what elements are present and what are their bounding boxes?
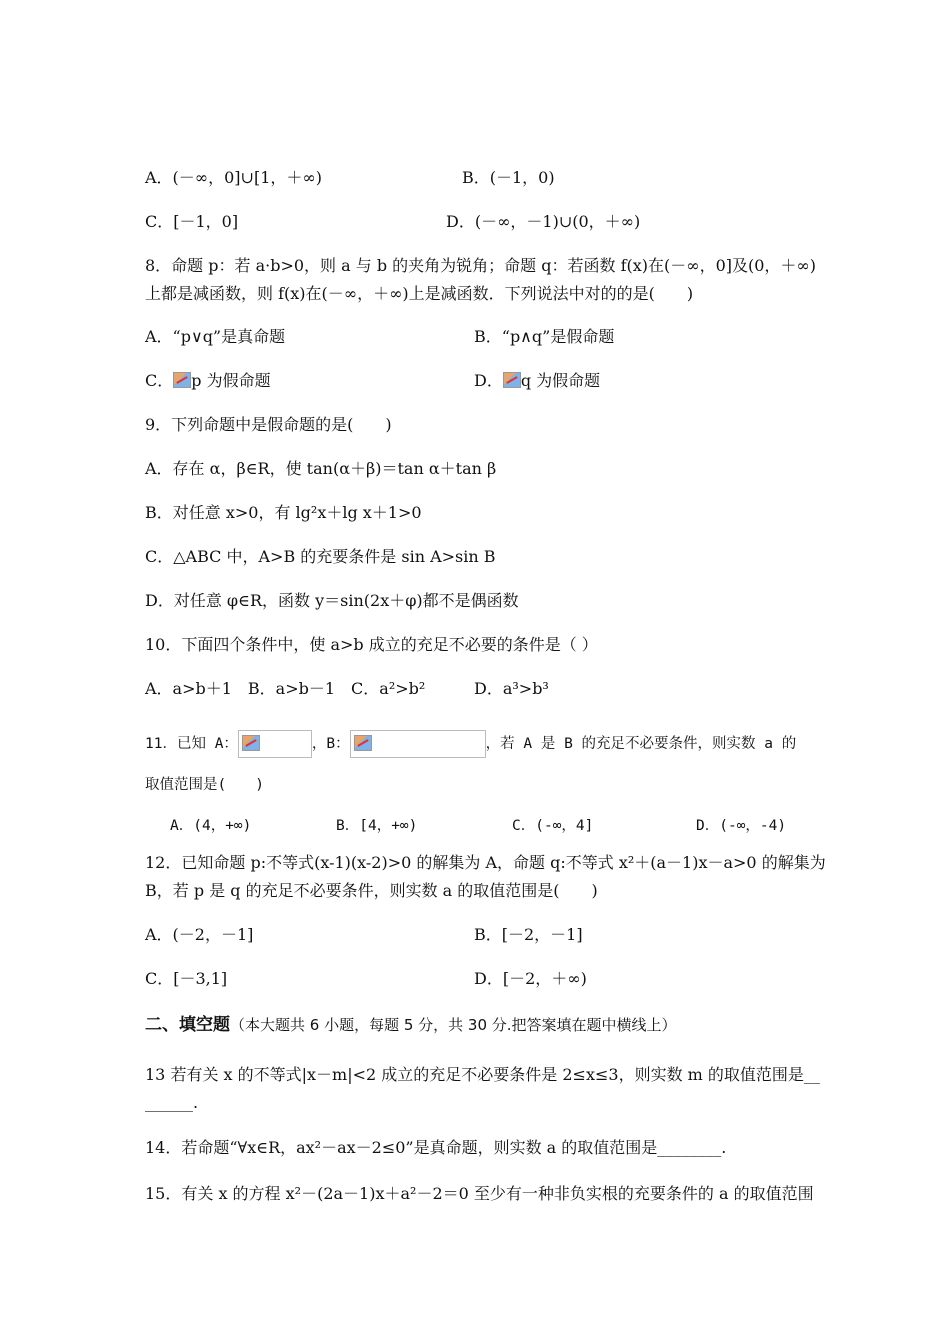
- q10-options-abc: A．a>b＋1 B．a>b－1 C．a²>b²: [145, 679, 426, 698]
- q7-option-b: B．(－1，0): [462, 168, 555, 187]
- q11-suffix: ，若 A 是 B 的充足不必要条件，则实数 a 的: [485, 736, 797, 752]
- q8-option-c-text: p 为假命题: [191, 371, 271, 390]
- q12-stem-line2: B，若 p 是 q 的充足不必要条件，则实数 a 的取值范围是( ): [145, 881, 598, 900]
- q7-option-c: C．[－1，0]: [145, 212, 239, 231]
- broken-image-icon: [354, 735, 372, 751]
- q7-option-d: D．(－∞，－1)∪(0，＋∞): [446, 212, 641, 231]
- q14-stem: 14．若命题“∀x∈R，ax²－ax－2≤0”是真命题，则实数 a 的取值范围是________.: [145, 1138, 727, 1157]
- q12-option-d: D．[－2，＋∞): [474, 969, 587, 988]
- q9-option-b: B．对任意 x>0，有 lg²x＋lg x＋1>0: [145, 503, 422, 522]
- broken-image-icon: [242, 735, 260, 751]
- q11-mid: ，B：: [311, 736, 350, 752]
- q13-stem-line2: ______.: [145, 1093, 199, 1112]
- q8-option-d-prefix: D．: [474, 371, 503, 390]
- q7-option-a: A．(－∞，0]∪[1，＋∞): [145, 168, 322, 187]
- q13-stem-line1: 13 若有关 x 的不等式|x－m|<2 成立的充足不必要条件是 2≤x≤3，则实数 m 的取值范围是__: [145, 1065, 820, 1084]
- q9-option-a: A．存在 α，β∈R，使 tan(α＋β)＝tan α＋tan β: [145, 459, 497, 478]
- broken-image-icon: [173, 372, 191, 388]
- q11-option-c: C．(-∞，4]: [512, 818, 594, 834]
- q10-stem: 10．下面四个条件中，使 a>b 成立的充足不必要的条件是（ ）: [145, 635, 598, 654]
- q11-condition-a-image: [238, 730, 312, 758]
- q9-option-d: D．对任意 φ∈R，函数 y＝sin(2x＋φ)都不是偶函数: [145, 591, 519, 610]
- q11-prefix: 11．已知 A：: [145, 736, 238, 752]
- section-title: 二、填空题: [145, 1015, 230, 1035]
- q8-option-b: B．“p∧q”是假命题: [474, 327, 615, 346]
- q8-option-d-text: q 为假命题: [520, 371, 601, 390]
- q8-stem-line2: 上都是减函数，则 f(x)在(－∞，＋∞)上是减函数．下列说法中对的的是( ): [145, 284, 694, 303]
- q10-option-d: D．a³>b³: [474, 679, 549, 698]
- q12-stem-line1: 12．已知命题 p:不等式(x-1)(x-2)>0 的解集为 A，命题 q:不等式 x²＋(a－1)x－a>0 的解集为: [145, 853, 826, 872]
- q12-option-c: C．[－3,1]: [145, 969, 228, 988]
- q15-stem: 15．有关 x 的方程 x²－(2a－1)x＋a²－2＝0 至少有一种非负实根的充要条件的 a 的取值范围: [145, 1184, 814, 1203]
- section-heading: [145, 1015, 677, 1035]
- q9-stem: 9．下列命题中是假命题的是( ): [145, 415, 392, 434]
- section-note: （本大题共 6 小题，每题 5 分，共 30 分.把答案填在题中横线上）: [230, 1016, 677, 1034]
- q8-option-a: A．“p∨q”是真命题: [145, 327, 286, 346]
- q11-stem-line2: 取值范围是( ): [145, 777, 264, 793]
- q12-option-a: A．(－2，－1]: [145, 925, 254, 944]
- q11-option-a: A．(4，+∞): [170, 818, 252, 834]
- q8-option-c-prefix: C．: [145, 371, 174, 390]
- q8-stem-line1: 8．命题 p：若 a·b>0，则 a 与 b 的夹角为锐角；命题 q：若函数 f(x)在(－∞，0]及(0，＋∞): [145, 256, 817, 275]
- q12-option-b: B．[－2，－1]: [474, 925, 583, 944]
- q8-option-c: [145, 371, 271, 391]
- broken-image-icon: [503, 372, 521, 388]
- q11-stem-line1: [145, 730, 796, 758]
- q9-option-c: C．△ABC 中，A>B 的充要条件是 sin A>sin B: [145, 547, 496, 566]
- q8-option-d: [474, 371, 600, 391]
- q11-option-b: B．[4，+∞): [336, 818, 418, 834]
- q11-option-d: D．(-∞，-4): [696, 818, 787, 834]
- q11-condition-b-image: [350, 730, 486, 758]
